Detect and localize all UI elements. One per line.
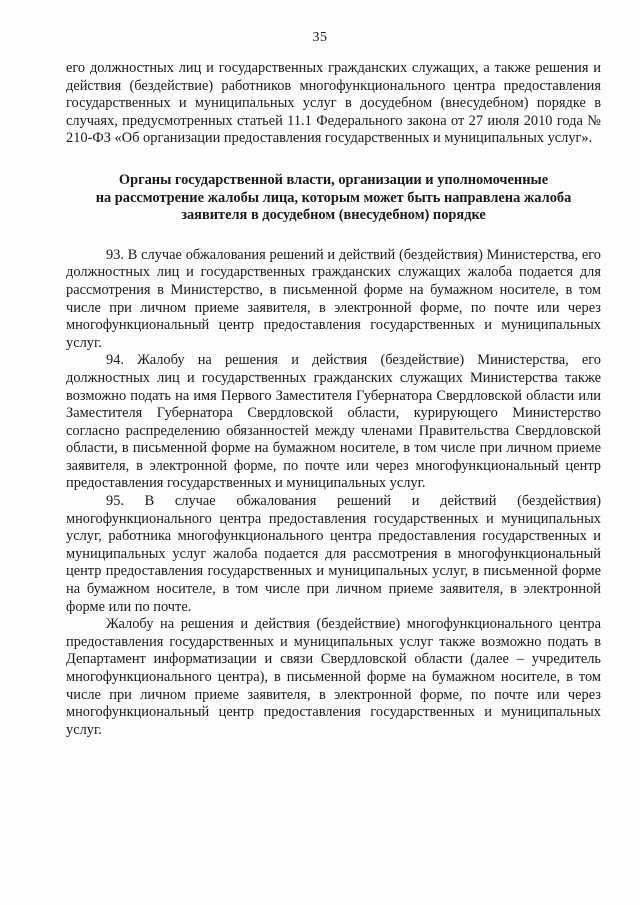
section-heading-line-2: на рассмотрение жалобы лица, которым может быть направлена жалоба: [95, 189, 572, 206]
section-heading-line-3: заявителя в досудебном (внесудебном) порядке: [181, 207, 486, 224]
intro-paragraph: его должностных лиц и государственных гражданских служащих, а также решения и действия (бездействие) работников многофункционального центра предоставления государственных и муниципальных услуг в досудебном (внесудебном) порядке в случаях, предусмотренных статьей 11.1 Федерального закона от 27 июля 2010 года № 210-ФЗ «Об организации предоставления государственных и муниципальных услуг».: [66, 60, 601, 147]
paragraph-complaint-mfc: Жалобу на решения и действия (бездействие) многофункционального центра предоставления государственных и муниципальных услуг также возможно подать в Департамент информатизации и связи Свердловской области (далее – учредитель многофункционального центра), в письменной форме на бумажном носителе, в том числе при личном приеме заявителя, в электронной форме, по почте или через многофункциональный центр предоставления государственных и муниципальных услуг.: [66, 616, 601, 738]
document-body: [66, 60, 601, 739]
paragraph-94: 94. Жалобу на решения и действия (бездействие) Министерства, его должностных лиц и государственных гражданских служащих Министерства также возможно подать на имя Первого Заместителя Губернатора Свердловской области или Заместителя Губернатора Свердловской области, курирующего Министерство согласно распределению обязанностей между членами Правительства Свердловской области, в письменной форме на бумажном носителе, в том числе при личном приеме заявителя, в электронной форме, по почте или через многофункциональный центр предоставления государственных и муниципальных услуг.: [66, 352, 601, 492]
paragraph-93: 93. В случае обжалования решений и действий (бездействия) Министерства, его должностных лиц и государственных гражданских служащих жалоба подается для рассмотрения в Министерство, в письменной форме на бумажном носителе, в том числе при личном приеме заявителя, в электронной форме, по почте или через многофункциональный центр предоставления государственных и муниципальных услуг.: [66, 246, 601, 351]
section-heading: [66, 172, 601, 225]
paragraph-95: 95. В случае обжалования решений и действий (бездействия) многофункционального центра предоставления государственных и муниципальных услуг, работника многофункционального центра предоставления государственных и муниципальных услуг жалоба подается для рассмотрения в многофункциональный центр предоставления государственных и муниципальных услуг, в письменной форме на бумажном носителе, в том числе при личном приеме заявителя, в электронной форме или по почте.: [66, 493, 601, 615]
page-number: 35: [312, 30, 328, 45]
section-heading-line-1: Органы государственной власти, организации и уполномоченные: [118, 171, 549, 188]
